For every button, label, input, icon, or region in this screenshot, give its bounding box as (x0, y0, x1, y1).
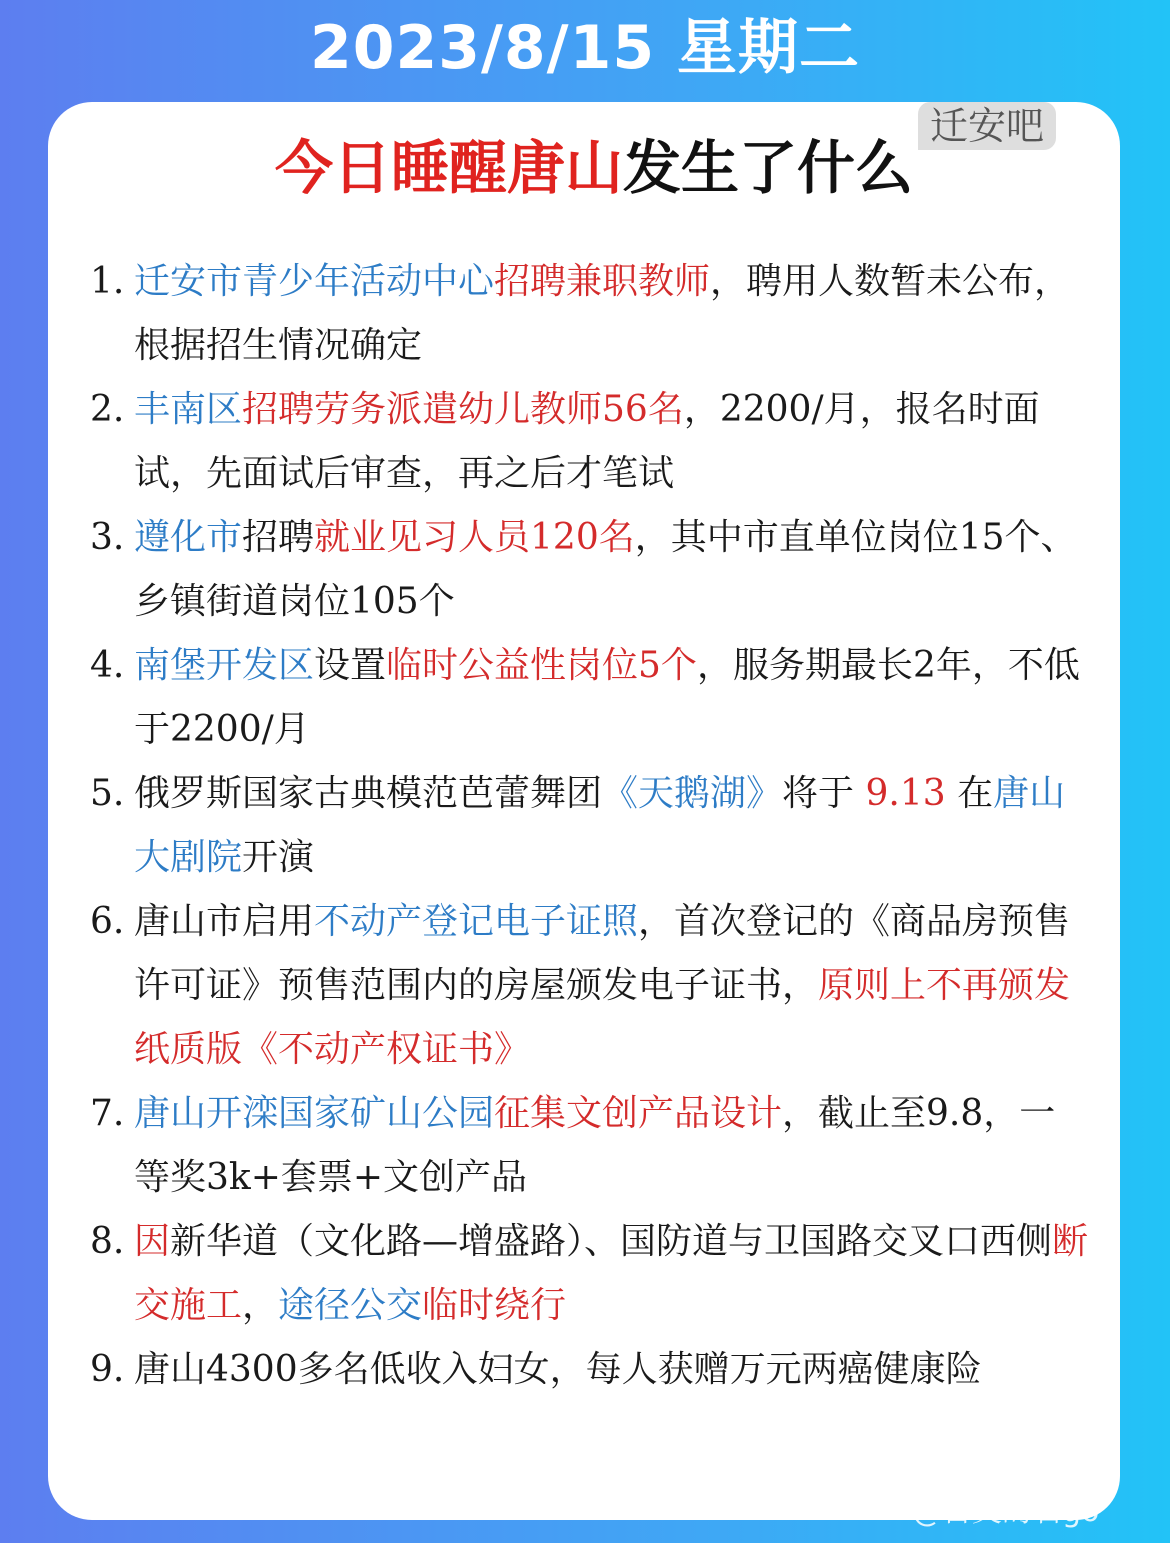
item-text-segment: ，服务期最长2年，不低于2200/月 (134, 645, 1080, 750)
item-text (134, 1210, 1090, 1338)
item-text-segment: 《天鹅湖》 (602, 773, 783, 814)
page-title (48, 128, 1120, 208)
item-number: 1. (90, 261, 125, 302)
item-text-segment: 南堡开发区 (134, 645, 315, 686)
item-text-segment: 断交施工 (134, 1221, 1089, 1326)
item-text-segment: ，截止至9.8，一等奖3k+套票+文创产品 (134, 1093, 1056, 1198)
item-text (134, 1338, 1090, 1402)
news-item (90, 634, 1090, 762)
item-text-segment: 唐山4300多名低收入妇女，每人获赠万元两癌健康险 (134, 1349, 982, 1390)
item-text (134, 250, 1090, 378)
news-item (90, 890, 1090, 1082)
news-item (90, 378, 1090, 506)
item-text-segment: 俄罗斯国家古典模范芭蕾舞团 (134, 773, 603, 814)
item-text (134, 762, 1090, 890)
item-text-segment: 原则上不再颁发纸质版《不动产权证书》 (134, 965, 1071, 1070)
item-number: 6. (90, 901, 125, 942)
item-text (134, 1082, 1090, 1210)
item-text-segment: 设置 (314, 645, 387, 686)
watermark: @百灵的石go (912, 1494, 1100, 1529)
news-list (90, 250, 1090, 1402)
item-number: 5. (90, 773, 125, 814)
news-item (90, 762, 1090, 890)
item-number: 8. (90, 1221, 125, 1262)
item-text-segment: 在 (945, 773, 994, 814)
title-rest: 发生了什么 (623, 134, 914, 202)
item-text-segment: 临时绕行 (422, 1285, 567, 1326)
item-text-segment: 招聘兼职教师 (494, 261, 711, 302)
item-text (134, 890, 1090, 1082)
item-text-segment: 丰南区 (134, 389, 243, 430)
item-text-segment: ，首次登记的《商品房预售许可证》预售范围内的房屋颁发电子证书， (134, 901, 1071, 1006)
item-text (134, 378, 1090, 506)
item-text (134, 634, 1090, 762)
item-number: 2. (90, 389, 125, 430)
item-text-segment: 迁安市青少年活动中心 (134, 261, 495, 302)
item-text-segment: 因 (134, 1221, 171, 1262)
item-text-segment: 唐山大剧院 (134, 773, 1066, 878)
header-date: 2023/8/15 星期二 (310, 13, 860, 83)
item-text-segment: 唐山市启用 (134, 901, 315, 942)
content-card (48, 102, 1120, 1520)
news-item (90, 506, 1090, 634)
source-tag: 迁安吧 (918, 102, 1056, 150)
item-text-segment: 招聘 (242, 517, 315, 558)
item-text-segment: 开演 (242, 837, 315, 878)
news-item (90, 250, 1090, 378)
title-highlight: 今日睡醒唐山 (274, 134, 623, 202)
item-text-segment: 临时公益性岗位5个 (386, 645, 697, 686)
item-text-segment: 唐山开滦国家矿山公园 (134, 1093, 495, 1134)
item-text-segment: 就业见习人员120名 (314, 517, 635, 558)
item-text-segment: 遵化市 (134, 517, 243, 558)
news-item (90, 1338, 1090, 1402)
item-text-segment: 9.13 (865, 773, 946, 814)
item-text-segment: ， (242, 1285, 279, 1326)
item-number: 3. (90, 517, 125, 558)
news-item (90, 1210, 1090, 1338)
item-text-segment: 途径公交 (278, 1285, 423, 1326)
item-text (134, 506, 1090, 634)
news-item (90, 1082, 1090, 1210)
item-number: 7. (90, 1093, 125, 1134)
item-text-segment: 不动产登记电子证照 (314, 901, 639, 942)
item-number: 4. (90, 645, 125, 686)
item-text-segment: 招聘劳务派遣幼儿教师56名 (242, 389, 684, 430)
item-text-segment: ，其中市直单位岗位15个、乡镇街道岗位105个 (134, 517, 1077, 622)
item-text-segment: ，聘用人数暂未公布，根据招生情况确定 (134, 261, 1071, 366)
item-text-segment: 征集文创产品设计 (494, 1093, 783, 1134)
item-number: 9. (90, 1349, 125, 1390)
item-text-segment: 将于 (782, 773, 866, 814)
item-text-segment: 新华道（文化路—增盛路）、国防道与卫国路交叉口西侧 (170, 1221, 1053, 1262)
item-text-segment: ，2200/月，报名时面试，先面试后审查，再之后才笔试 (134, 389, 1040, 494)
